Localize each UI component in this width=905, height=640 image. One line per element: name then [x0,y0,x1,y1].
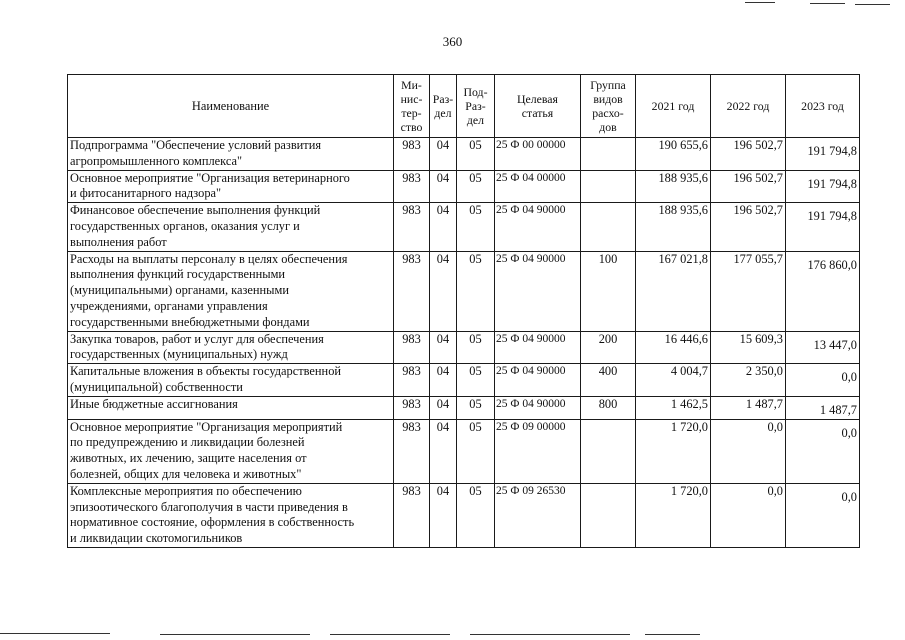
cell-section: 04 [430,364,457,397]
scan-artifact [160,634,310,635]
cell-2021: 4 004,7 [636,364,711,397]
cell-expense-group: 200 [581,331,636,364]
cell-name-line: Закупка товаров, работ и услуг для обеспечения [70,331,324,346]
cell-name-line: Иные бюджетные ассигнования [70,396,238,411]
cell-name [68,331,394,364]
header-target-line: статья [521,106,554,120]
scan-artifact [645,634,700,635]
cell-section: 04 [430,483,457,547]
scan-artifact [470,634,630,635]
header-expense-group [581,75,636,138]
header-section-line: Раз- [432,91,454,106]
cell-section: 04 [430,419,457,483]
scan-artifact [0,633,110,634]
cell-2023: 13 447,0 [786,331,860,364]
cell-2023: 0,0 [786,364,860,397]
header-ministry-line: тер- [401,106,422,120]
cell-section: 04 [430,331,457,364]
table-row [68,251,860,331]
cell-name [68,170,394,203]
cell-expense-group [581,483,636,547]
header-group-line: видов [593,91,623,106]
table-row [68,203,860,251]
cell-name-line: учреждениями, органами управления [70,298,268,313]
cell-2021: 16 446,6 [636,331,711,364]
table-row [68,396,860,419]
cell-subsection: 05 [457,483,495,547]
cell-section: 04 [430,170,457,203]
cell-2022: 1 487,7 [711,396,786,419]
cell-2021: 190 655,6 [636,138,711,171]
cell-2021: 1 720,0 [636,419,711,483]
cell-name-line: (муниципальными) органами, казенными [70,283,289,298]
cell-subsection: 05 [457,170,495,203]
cell-subsection: 05 [457,364,495,397]
cell-name [68,396,394,419]
cell-2022: 177 055,7 [711,251,786,331]
table-body [68,138,860,548]
cell-ministry: 983 [394,483,430,547]
cell-name [68,203,394,251]
header-2023: 2023 год [786,75,860,138]
cell-name [68,419,394,483]
cell-name-line: и ликвидации скотомогильников [70,531,243,546]
cell-name-line: Основное мероприятие "Организация ветеринарного [70,170,350,185]
page-number: 360 [442,34,463,49]
header-subsection-line: Раз- [465,98,486,113]
scan-artifact [855,4,890,5]
header-section-line: дел [434,106,452,120]
budget-table [67,74,860,548]
cell-expense-group [581,170,636,203]
header-subsection-line: Под- [463,84,488,99]
header-ministry [394,75,430,138]
cell-2021: 1 462,5 [636,396,711,419]
cell-2023: 176 860,0 [786,251,860,331]
header-name: Наименование [68,75,394,138]
cell-name-line: Капитальные вложения в объекты государственной [70,364,342,379]
cell-name-line: Расходы на выплаты персоналу в целях обеспечения [70,251,348,266]
header-target [495,75,581,138]
cell-name-line: агропромышленного комплекса" [70,153,243,168]
cell-ministry: 983 [394,331,430,364]
cell-2021: 188 935,6 [636,203,711,251]
header-group-line: дов [599,120,617,135]
cell-name-line: и фитосанитарного надзора" [70,186,222,201]
cell-subsection: 05 [457,138,495,171]
table-row [68,364,860,397]
table-row [68,170,860,203]
cell-2023: 191 794,8 [786,138,860,171]
cell-target: 25 Ф 04 90000 [495,396,581,419]
cell-ministry: 983 [394,396,430,419]
cell-name-line: болезней, общих для человека и животных" [70,466,302,481]
cell-name-line: государственными внебюджетными фондами [70,314,310,329]
cell-target: 25 Ф 09 26530 [495,483,581,547]
cell-section: 04 [430,251,457,331]
header-ministry-line: Ми- [401,77,422,92]
cell-name-line: Основное мероприятие "Организация мероприятий [70,419,343,434]
cell-name [68,251,394,331]
cell-2023: 1 487,7 [786,396,860,419]
cell-2021: 188 935,6 [636,170,711,203]
cell-expense-group: 100 [581,251,636,331]
cell-section: 04 [430,396,457,419]
scan-artifact [810,3,845,4]
table-row [68,138,860,171]
header-section [430,75,457,138]
cell-target: 25 Ф 04 90000 [495,203,581,251]
cell-target: 25 Ф 00 00000 [495,138,581,171]
cell-name-line: выполнения функций государственными [70,267,286,282]
cell-subsection: 05 [457,251,495,331]
header-group-line: расхо- [592,106,624,120]
cell-expense-group [581,138,636,171]
table-row [68,419,860,483]
cell-subsection: 05 [457,396,495,419]
cell-2022: 196 502,7 [711,138,786,171]
table-row [68,483,860,547]
cell-name-line: Финансовое обеспечение выполнения функций [70,203,321,218]
header-2022: 2022 год [711,75,786,138]
cell-2022: 0,0 [711,419,786,483]
cell-2023: 191 794,8 [786,170,860,203]
cell-target: 25 Ф 04 90000 [495,251,581,331]
cell-name-line: Комплексные мероприятия по обеспечению [70,483,302,498]
header-ministry-line: нис- [400,91,423,106]
scan-artifact [745,2,775,3]
cell-name [68,483,394,547]
header-row [68,75,860,138]
cell-subsection: 05 [457,203,495,251]
cell-2022: 15 609,3 [711,331,786,364]
cell-section: 04 [430,138,457,171]
cell-ministry: 983 [394,203,430,251]
cell-section: 04 [430,203,457,251]
cell-ministry: 983 [394,364,430,397]
cell-name-line: Подпрограмма "Обеспечение условий развития [70,138,322,152]
header-group-line: Группа [590,77,626,92]
cell-target: 25 Ф 04 00000 [495,170,581,203]
cell-2021: 167 021,8 [636,251,711,331]
cell-expense-group: 800 [581,396,636,419]
scan-artifact [330,634,450,635]
cell-name-line: животных, их лечению, защите населения от [70,451,307,466]
cell-name [68,138,394,171]
cell-2023: 0,0 [786,483,860,547]
header-subsection [457,75,495,138]
cell-name-line: (муниципальной) собственности [70,379,243,394]
cell-name-line: по предупреждению и ликвидации болезней [70,435,305,450]
cell-ministry: 983 [394,138,430,171]
cell-name-line: нормативное состояние, оформления в собственность [70,515,355,530]
cell-2022: 196 502,7 [711,203,786,251]
cell-2022: 2 350,0 [711,364,786,397]
table-row [68,331,860,364]
cell-name-line: государственных (муниципальных) нужд [70,347,288,362]
cell-2021: 1 720,0 [636,483,711,547]
cell-expense-group: 400 [581,364,636,397]
header-2021: 2021 год [636,75,711,138]
cell-target: 25 Ф 04 90000 [495,364,581,397]
header-ministry-line: ство [400,120,423,135]
cell-expense-group [581,419,636,483]
cell-2022: 196 502,7 [711,170,786,203]
cell-ministry: 983 [394,251,430,331]
cell-target: 25 Ф 09 00000 [495,419,581,483]
cell-ministry: 983 [394,419,430,483]
cell-expense-group [581,203,636,251]
cell-subsection: 05 [457,419,495,483]
header-target-line: Целевая [517,91,558,106]
cell-2023: 191 794,8 [786,203,860,251]
cell-subsection: 05 [457,331,495,364]
cell-name-line: выполнения работ [70,234,167,249]
cell-name [68,364,394,397]
cell-2022: 0,0 [711,483,786,547]
header-subsection-line: дел [466,113,485,128]
cell-2023: 0,0 [786,419,860,483]
cell-name-line: государственных органов, оказания услуг и [70,218,300,233]
cell-name-line: эпизоотического благополучия в части приведения в [70,499,348,514]
cell-ministry: 983 [394,170,430,203]
cell-target: 25 Ф 04 90000 [495,331,581,364]
